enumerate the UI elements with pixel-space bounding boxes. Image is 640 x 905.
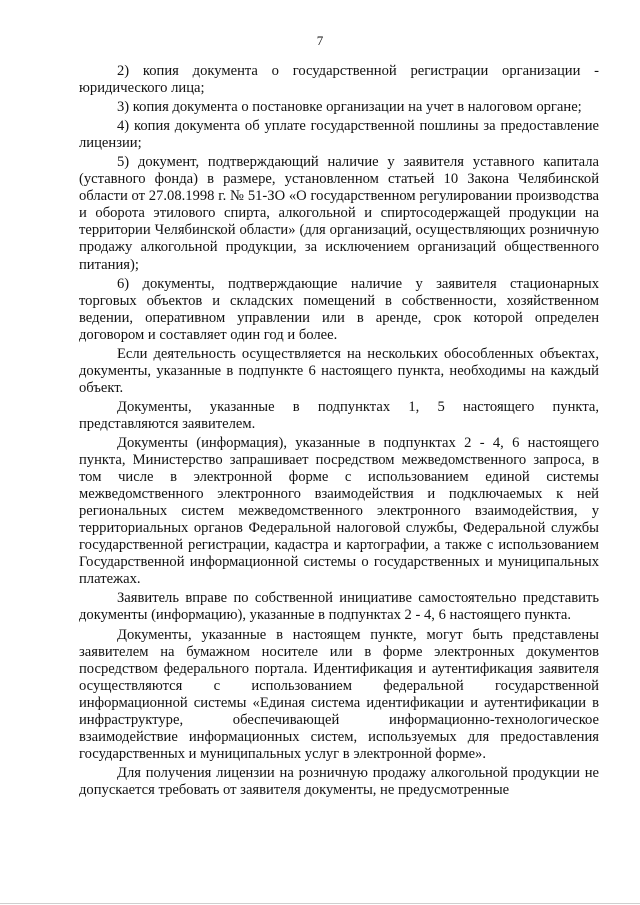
page-bottom-edge xyxy=(0,903,640,904)
paragraph-license-requirements: Для получения лицензии на розничную продажу алкогольной продукции не допускается требовать от заявителя документы, не предусмотренные xyxy=(79,764,599,798)
paragraph-interagency-request: Документы (информация), указанные в подпунктах 2 - 4, 6 настоящего пункта, Министерство запрашивает посредством межведомственного запроса, в том числе в электронной форме с использованием единой системы межведомственного электронного взаимодействия и подключаемых к ней региональных систем межведомственного электронного взаимодействия, у территориальных органов Федеральной налоговой службы, Федеральной службы государственной регистрации, кадастра и картографии, а также с использованием Государственной информационной системы о государственных и муниципальных платежах. xyxy=(79,434,599,588)
page-number: 7 xyxy=(316,33,324,48)
paragraph-separate-objects: Если деятельность осуществляется на нескольких обособленных объектах, документы, указанные в подпункте 6 настоящего пункта, необходимы на каждый объект. xyxy=(79,345,599,396)
paragraph-item-6-premises-documents: 6) документы, подтверждающие наличие у заявителя стационарных торговых объектов и складских помещений в собственности, хозяйственном ведении, оперативном управлении или в аренде, срок которой определен договором и составляет один год и более. xyxy=(79,275,599,343)
paragraph-electronic-submission: Документы, указанные в настоящем пункте, могут быть представлены заявителем на бумажном носителе или в форме электронных документов посредством федерального портала. Идентификация и аутентификация заявителя осуществляются с использованием федеральной государственной информационной системы «Единая система идентификации и аутентификации в инфраструктуре, обеспечивающей информационно-технологическое взаимодействие информационных систем, используемых для предоставления государственных и муниципальных услуг в электронной форме». xyxy=(79,626,599,762)
paragraph-applicant-documents: Документы, указанные в подпунктах 1, 5 настоящего пункта, представляются заявителем. xyxy=(79,398,599,432)
paragraph-item-5-capital-document: 5) документ, подтверждающий наличие у заявителя уставного капитала (уставного фонда) в размере, установленном статьей 10 Закона Челябинской области от 27.08.1998 г. № 51-ЗО «О государственном регулировании производства и оборота этилового спирта, алкогольной и спиртосодержащей продукции на территории Челябинской области» (для организаций, осуществляющих розничную продажу алкогольной продукции, за исключением организаций общественного питания); xyxy=(79,154,599,273)
paragraph-item-2-registration-copy: 2) копия документа о государственной регистрации организации - юридического лица; xyxy=(79,63,599,97)
document-body xyxy=(79,63,599,799)
paragraph-item-3-tax-registration-copy: 3) копия документа о постановке организации на учет в налоговом органе; xyxy=(117,99,582,116)
paragraph-item-4-state-fee-copy: 4) копия документа об уплате государственной пошлины за предоставление лицензии; xyxy=(79,118,599,152)
paragraph-applicant-initiative: Заявитель вправе по собственной инициативе самостоятельно представить документы (информацию), указанные в подпунктах 2 - 4, 6 настоящего пункта. xyxy=(79,590,599,624)
